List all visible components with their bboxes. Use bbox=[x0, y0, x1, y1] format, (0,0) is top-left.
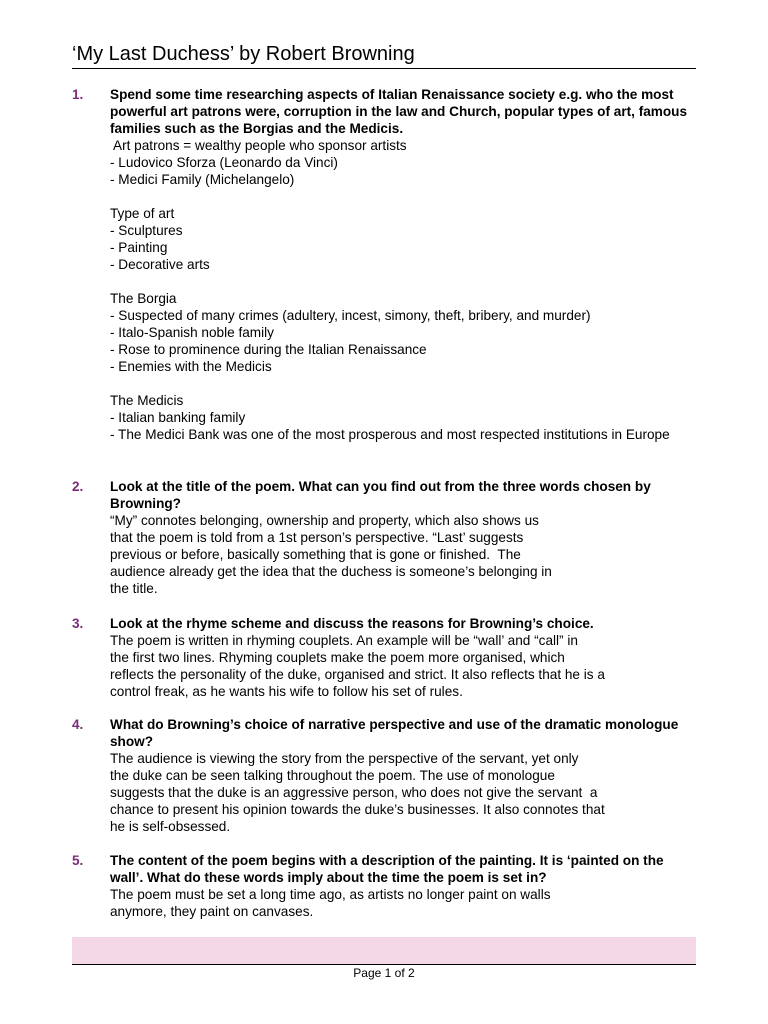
answer-text bbox=[110, 632, 698, 700]
answer-line: anymore, they paint on canvases. bbox=[110, 904, 314, 919]
answer-line: - The Medici Bank was one of the most prosperous and most respected institutions in Europe bbox=[110, 427, 670, 442]
answer-line: - Decorative arts bbox=[110, 257, 210, 272]
answer-line: he is self-obsessed. bbox=[110, 819, 231, 834]
footer-band bbox=[72, 937, 696, 964]
question-number: 4. bbox=[72, 717, 84, 732]
question-heading: Look at the rhyme scheme and discuss the reasons for Browning’s choice. bbox=[110, 616, 594, 631]
answer-line: The poem must be set a long time ago, as artists no longer paint on walls bbox=[110, 887, 551, 902]
answer-line: reflects the personality of the duke, organised and strict. It also reflects that he is a bbox=[110, 667, 605, 682]
question-3 bbox=[72, 615, 698, 700]
answer-line: the first two lines. Rhyming couplets make the poem more organised, which bbox=[110, 650, 565, 665]
question-number: 3. bbox=[72, 616, 84, 631]
question-2 bbox=[72, 478, 698, 597]
question-heading: The content of the poem begins with a description of the painting. It is ‘painted on the wall’. What do these words imply about the time the poem is set in? bbox=[110, 853, 664, 885]
answer-line: Art patrons = wealthy people who sponsor artists bbox=[110, 138, 407, 153]
answer-line: The Borgia bbox=[110, 291, 177, 306]
question-heading: Look at the title of the poem. What can you find out from the three words chosen by Browning? bbox=[110, 479, 651, 511]
answer-line: audience already get the idea that the duchess is someone’s belonging in bbox=[110, 564, 552, 579]
question-1 bbox=[72, 86, 698, 443]
answer-line: suggests that the duke is an aggressive person, who does not give the servant a bbox=[110, 785, 598, 800]
answer-text bbox=[110, 750, 698, 835]
footer-divider bbox=[72, 964, 696, 965]
answer-line: the title. bbox=[110, 581, 158, 596]
answer-line: Type of art bbox=[110, 206, 175, 221]
answer-line: - Medici Family (Michelangelo) bbox=[110, 172, 295, 187]
answer-text bbox=[110, 512, 698, 597]
answer-line: - Ludovico Sforza (Leonardo da Vinci) bbox=[110, 155, 338, 170]
question-number: 5. bbox=[72, 853, 84, 868]
answer-line: - Painting bbox=[110, 240, 168, 255]
question-number: 1. bbox=[72, 87, 84, 102]
answer-line: previous or before, basically something that is gone or finished. The bbox=[110, 547, 521, 562]
question-number: 2. bbox=[72, 479, 84, 494]
answer-line: - Rose to prominence during the Italian Renaissance bbox=[110, 342, 427, 357]
question-heading: Spend some time researching aspects of Italian Renaissance society e.g. who the most powerful art patrons were, corruption in the law and Church, popular types of art, famous families such as the Borgias and the Medicis. bbox=[110, 87, 688, 136]
answer-line: The poem is written in rhyming couplets. An example will be “wall’ and “call” in bbox=[110, 633, 578, 648]
answer-line: The audience is viewing the story from the perspective of the servant, yet only bbox=[110, 751, 579, 766]
answer-line: - Sculptures bbox=[110, 223, 183, 238]
question-4 bbox=[72, 716, 698, 835]
answer-text bbox=[110, 886, 698, 920]
answer-line: - Suspected of many crimes (adultery, incest, simony, theft, bribery, and murder) bbox=[110, 308, 591, 323]
answer-line: the duke can be seen talking throughout the poem. The use of monologue bbox=[110, 768, 555, 783]
answer-line: The Medicis bbox=[110, 393, 184, 408]
answer-line: chance to present his opinion towards the duke’s businesses. It also connotes that bbox=[110, 802, 605, 817]
page-title: ‘My Last Duchess’ by Robert Browning bbox=[72, 43, 415, 65]
answer-line: - Italian banking family bbox=[110, 410, 246, 425]
answer-line: - Italo-Spanish noble family bbox=[110, 325, 274, 340]
answer-line: “My” connotes belonging, ownership and property, which also shows us bbox=[110, 513, 539, 528]
answer-text bbox=[110, 137, 698, 443]
question-heading: What do Browning’s choice of narrative perspective and use of the dramatic monologue show? bbox=[110, 717, 679, 749]
answer-line: - Enemies with the Medicis bbox=[110, 359, 272, 374]
title-divider bbox=[72, 68, 696, 69]
question-5 bbox=[72, 852, 698, 920]
page-number: Page 1 of 2 bbox=[353, 966, 415, 980]
answer-line: that the poem is told from a 1st person’s perspective. “Last’ suggests bbox=[110, 530, 524, 545]
answer-line: control freak, as he wants his wife to follow his set of rules. bbox=[110, 684, 463, 699]
